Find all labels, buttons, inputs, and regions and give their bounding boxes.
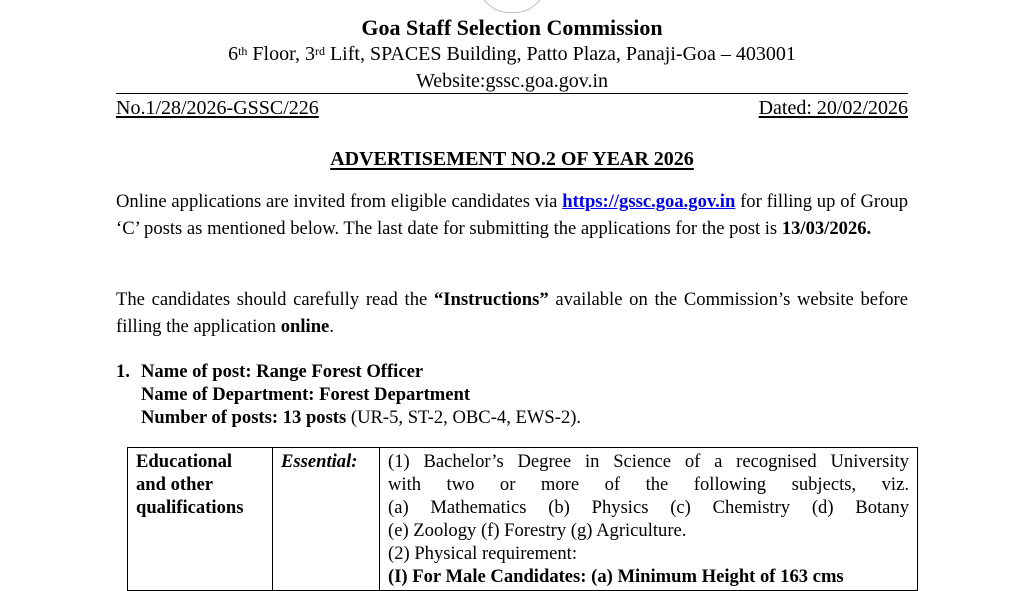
reference-number: No.1/28/2026-GSSC/226 — [116, 97, 319, 119]
reference-date: Dated: 20/02/2026 — [758, 97, 908, 119]
post-number: 1. — [116, 361, 130, 382]
org-name: Goa Staff Selection Commission — [361, 15, 663, 40]
reference-row — [116, 96, 908, 120]
qualifications-table — [127, 447, 918, 591]
post-department: Name of Department: Forest Department — [141, 384, 471, 405]
qualifications-heading: Educational and other qualifications — [128, 448, 273, 591]
table-row — [128, 448, 918, 591]
post-name: Name of post: Range Forest Officer — [141, 361, 424, 382]
intro-paragraph: Online applications are invited from eligible candidates via https://gssc.goa.gov.in for filling up of Group ‘C’ posts as mentioned below. The last date for submitting the applications for the post is 13/03/2026. — [116, 191, 908, 239]
advertisement-title: ADVERTISEMENT NO.2 OF YEAR 2026 — [330, 148, 694, 170]
emblem-logo — [478, 0, 546, 13]
header-divider — [116, 93, 908, 94]
org-address: 6th Floor, 3rd Lift, SPACES Building, Patto Plaza, Panaji-Goa – 403001 — [228, 43, 796, 65]
post-count: Number of posts: 13 posts (UR-5, ST-2, OBC-4, EWS-2). — [141, 407, 582, 428]
last-date: 13/03/2026. — [781, 217, 872, 239]
essential-label: Essential: — [273, 448, 380, 591]
qualifications-details: (1) Bachelor’s Degree in Science of a recognised University with two or more of the following subjects, viz. (a) Mathematics (b) Physics (c) Chemistry (d) Botany (e) Zoology (f) Forestry (g) Agriculture. (2) Physical requirement: (I) For Male Candidates: (a) Minimum Height of 163 cms — [380, 448, 918, 591]
instructions-paragraph: The candidates should carefully read the “Instructions” available on the Commission’s website before filling the application online. — [116, 289, 908, 337]
org-website: Website:gssc.goa.gov.in — [415, 70, 609, 92]
gssc-website-link[interactable]: https://gssc.goa.gov.in — [562, 191, 736, 212]
